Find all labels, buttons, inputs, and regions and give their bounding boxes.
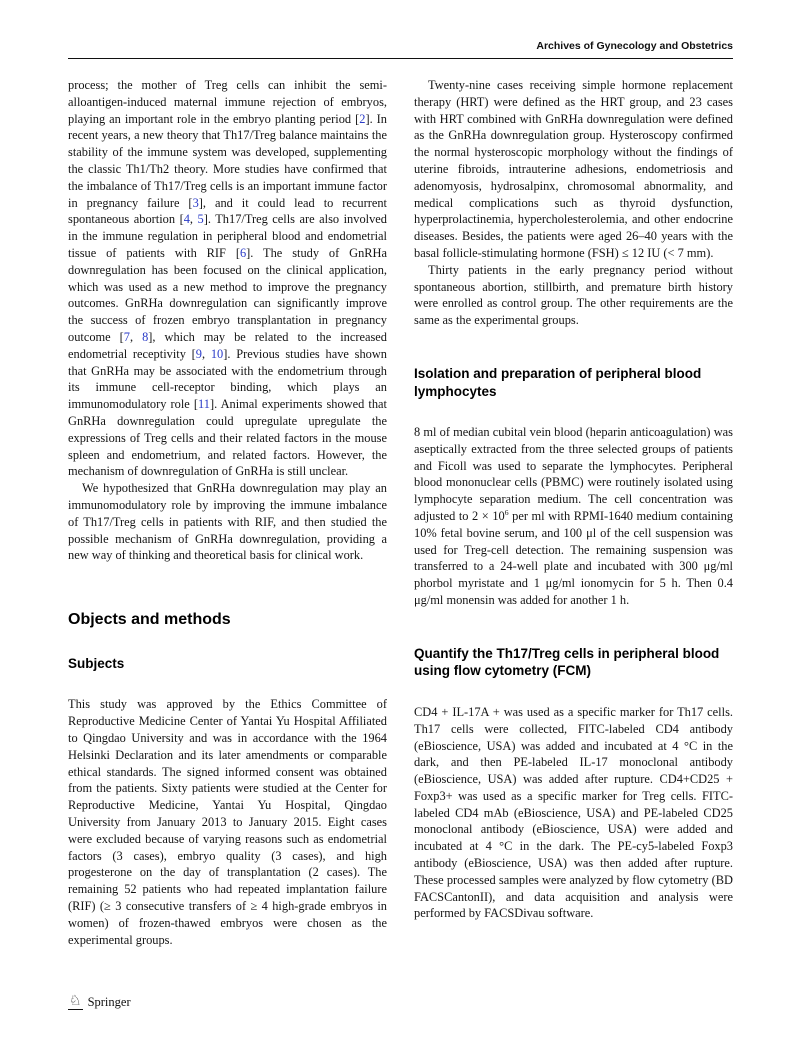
paragraph-intro-continued: process; the mother of Treg cells can inhibit the semi-alloantigen-induced maternal immune rejection of embryos, playing an important role in the embryo planting period [2]. In recent years, a new theory that Th17/Treg balance maintains the stability of the immune system was developed, supplementing the classic Th1/Th2 theory. More studies have confirmed that the imbalance of Th17/Treg cells is an important immune factor in pregnancy failure [3], and it could lead to recurrent spontaneous abortion [4, 5]. Th17/Treg cells are also involved in the immune regulation in peripheral blood and endometrial tissue of patients with RIF [6]. The study of GnRHa downregulation has been focused on the clinical application, which was used as a new method to improve the pregnancy outcomes. GnRHa downregulation can significantly improve the success of frozen embryo transplantation in pregnancy outcome [7, 8], which may be related to the increased endometrial receptivity [9, 10]. Previous studies have shown that GnRHa may be associated with the endometrium through its immune cell-receptor binding, which plays an immunomodulatory role [11]. Animal experiments showed that GnRHa downregulation could upregulate upregulate the expressions of Treg cells and their related factors in the mouse spleen and endometrium, and related factors. However, the mechanism of downregulation of GnRHa is still unclear.	[68, 78, 388, 479]
superscript: 6	[504, 507, 509, 517]
left-column	[68, 77, 387, 948]
publisher-name: Springer	[87, 995, 131, 1009]
subsection-heading-isolation: Isolation and preparation of peripheral blood lymphocytes	[414, 365, 702, 399]
citation-link[interactable]: 9	[195, 346, 202, 361]
subsection-heading-quantify: Quantify the Th17/Treg cells in peripheral blood using flow cytometry (FCM)	[414, 645, 720, 679]
citation-link[interactable]: 2	[359, 111, 366, 126]
section-heading-objects-and-methods: Objects and methods	[68, 611, 231, 629]
paragraph-isolation: 8 ml of median cubital vein blood (heparin anticoagulation) was aseptically extracted from the three selected groups of patients and Ficoll was used to separate the lymphocytes. Peripheral blood mononuclear cells (PBMC) were routinely isolated using lymphocyte separation medium. The cell concentration was adjusted to $2 \times 10^6$ per ml with RPMI-1640 medium containing 10% fetal bovine serum, and 100 μl of the cell suspension was used for Treg-cell detection. The remaining suspension was transferred to a 24-well plate and incubated with 300 μg/ml phorbol myristate and 1 μg/ml ionomycin for 5 h. Then 0.4 μg/ml monensin was added for another 1 h.	[414, 425, 733, 608]
paragraph-subjects: This study was approved by the Ethics Committee of Reproductive Medicine Center of Yantai Yu Hospital Affiliated to Qingdao University and was in accordance with the 1964 Helsinki Declaration and its later amendments or comparable ethical standards. The signed informed consent was obtained from the patients. Sixty patients were studied at the Center for Reproductive Medicine, Yantai Yu Hospital, Qingdao University from January 2013 to January 2015. Eight cases were excluded because of varying reasons such as endometrial factors (3 cases), embryo quality (3 cases), and high progesterone on the day of transplantation (2 cases). The remaining 52 patients who had repeated implantation failure (RIF) (≥ 3 consecutive transfers of ≥ 4 high-grade embryos in women) of frozen-thawed embryos were chosen as the experimental groups.	[68, 697, 387, 947]
journal-name: Archives of Gynecology and Obstetrics	[536, 40, 733, 52]
page-header	[68, 40, 733, 59]
subsection-heading-subjects: Subjects	[68, 656, 125, 672]
citation-link[interactable]: 11	[198, 397, 210, 412]
page-footer	[68, 995, 131, 1010]
citation-link[interactable]: 3	[192, 195, 199, 210]
citation-link[interactable]: 4	[183, 212, 190, 227]
paragraph-hypothesis: We hypothesized that GnRHa downregulation may play an immunomodulatory role by improving the immune imbalance of Th17/Treg cells in patients with RIF, and then studied the possible mechanism of GnRHa downregulation, providing a new way of thinking and theoretical basis for clinical work.	[68, 481, 387, 563]
paragraph-control-group: Thirty patients in the early pregnancy period without spontaneous abortion, stillbirth, and premature birth history were enrolled as control group. The other requirements are the same as the experimental groups.	[414, 262, 733, 328]
citation-link[interactable]: 6	[239, 245, 247, 260]
citation-link[interactable]: 7	[123, 329, 130, 344]
citation-link[interactable]: 10	[210, 346, 224, 361]
right-column	[414, 77, 733, 948]
springer-knight-icon: ♘	[69, 994, 82, 1009]
citation-link[interactable]: 8	[142, 329, 149, 344]
paragraph-hrt-groups: Twenty-nine cases receiving simple hormone replacement therapy (HRT) were defined as the HRT group, and 23 cases with HRT combined with GnRHa downregulation were defined as the GnRHa downregulation group. Hysteroscopy confirmed the normal hysteroscopic morphology without the findings of uterine fibroids, intrauterine adhesions, endometriosis and adenomyosis, hydrosalpinx, chromosomal abnormality, and medical complications such as thyroid dysfunction, hyperprolactinemia, hypercholesterolemia, and other endocrine diseases. Besides, the patients were aged 26–40 years with the basal follicle-stimulating hormone (FSH) ≤ 12 IU (< 7 mm).	[414, 78, 733, 260]
citation-link[interactable]: 5	[197, 212, 204, 227]
two-column-body	[68, 77, 733, 948]
paragraph-quantify: CD4 + IL-17A + was used as a specific marker for Th17 cells. Th17 cells were collected, FITC-labeled CD4 antibody (eBioscience, USA) was added and incubated at 4 °C in the dark, and then PE-labeled IL-17 monoclonal antibody (eBioscience, USA) was added after rupture. CD4+CD25 + Foxp3+ was used as a specific marker for Treg cells. FITC-labeled CD4 mAb (eBioscience, USA) and PE-labeled CD25 monoclonal antibody (eBioscience, USA) were added and incubated at 4 °C in the dark. The PE-cy5-labeled Foxp3 antibody (eBioscience, USA) was then added after rupture. These processed samples were analyzed by flow cytometry (BD FACSCantonII), and data acquisition and analysis were performed by FACSDivau software.	[414, 704, 733, 921]
